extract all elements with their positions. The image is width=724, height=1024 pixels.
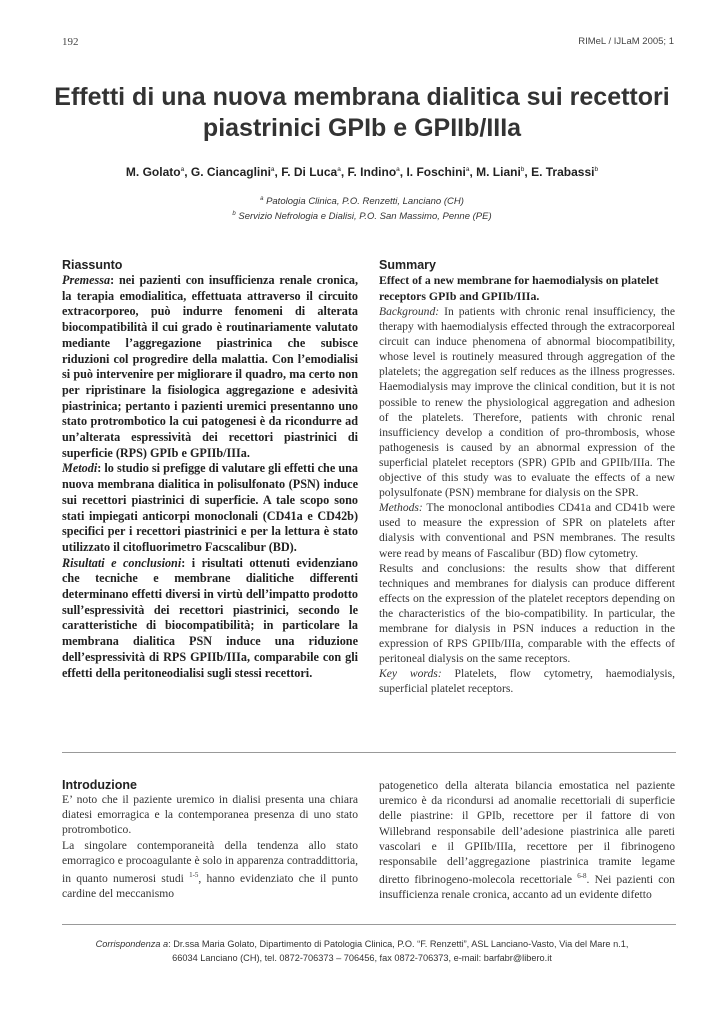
summary-paragraph-label: Background:: [379, 305, 440, 318]
author-affiliation-mark: a: [396, 166, 400, 173]
riassunto-paragraph: [62, 461, 358, 555]
riassunto-body: [62, 273, 358, 681]
author-name: M. Golato: [125, 165, 181, 179]
author-affiliation-mark: b: [520, 166, 525, 173]
introduzione-heading: Introduzione: [62, 778, 137, 792]
journal-reference: RIMeL / IJLaM 2005; 1: [578, 36, 674, 47]
summary-heading: Summary: [379, 258, 436, 272]
correspondence-label: Corrispondenza a: [95, 939, 169, 949]
summary-paragraph-text: In patients with chronic renal insufficiency, the therapy with haemodialysis effected through the extracorporeal circuit can induce phenomena of abnormal biocompatibility, whose level is routinely measured through aggregation of the platelets; the aggregation self reduces as the illness progresses. Haemodialysis may improve the clinical condition, but it is not possible to renew the physiological aggregation and adhesion of the platelets. Therefore, patients with chronic renal insufficiency develop a condition of pro-thrombosis, whose pathogenesis is caused by an abnormal expression of the superficial platelet receptors (SPR) GPIb and GPIIb/IIIa. The objective of this study was to evaluate the effects of a new polysulfonate (PSN) membrane for dialysis on the SPR.: [379, 305, 675, 500]
author-name: I. Foschini: [406, 165, 466, 179]
author-name: G. Ciancaglini: [190, 165, 271, 179]
affiliation-list: [40, 193, 684, 223]
riassunto-heading: Riassunto: [62, 258, 123, 272]
article-title: Effetti di una nuova membrana dialitica sui recettori piastrinici GPIb e GPIIb/IIIa: [54, 83, 670, 142]
riassunto-paragraph: [62, 273, 358, 461]
summary-paragraph-label: Methods:: [379, 501, 423, 515]
riassunto-section: [62, 258, 358, 681]
introduzione-paragraph: [379, 778, 675, 902]
author-name: E. Trabassi: [531, 165, 595, 179]
introduzione-right-column: [379, 778, 675, 902]
riassunto-paragraph-text: : lo studio si prefigge di valutare gli effetti che una nuova membrana dialitica in polisulfonato (PSN) induce sui recettori piastrinici di superficie. A tale scopo sono stati impiegati anticorpi monoclonali (CD41a e CD42b) specifici per i recettori piastrinici e per la lettura è stato utilizzato il citofluorimetro Facscalibur (BD).: [62, 461, 358, 554]
section-divider: [62, 752, 676, 753]
riassunto-paragraph: [62, 556, 358, 682]
introduzione-right-body: [379, 778, 675, 902]
summary-section: [379, 258, 675, 696]
introduzione-paragraph: [62, 792, 358, 838]
introduzione-left-column: [62, 778, 358, 901]
correspondence-line-2: 66034 Lanciano (CH), tel. 0872-706373 – 706456, fax 0872-706373, e-mail: barfabr@libero.it: [172, 952, 552, 963]
riassunto-paragraph-text: : nei pazienti con insufficienza renale cronica, la terapia emodialitica, effettuata attraverso il circuito extracorporeo, può indurre fenomeni di alterata biocompatibilità il cui grado è routinariamente valutato mediante l’aggregazione piastrinica che subisce riduzioni col progredire della malattia. Con l’emodialisi si può intervenire per migliorare il quadro, ma certo non per ripristinare la fisiologica aggregazione e adesività piastrinica; pertanto i pazienti uremici presentanno uno stato protrombotico la cui patogenesi è da ricondurre ad un’alterata espressività dei recettori piastrinici di superficie (RPS) GPIb e GPIIb/IIIa.: [62, 273, 358, 460]
riassunto-paragraph-text: : i risultati ottenuti evidenziano che tecniche e membrane dialitiche differenti determinano effetti diversi in virtù dell’impatto prodotto sull’espressività dei recettori piastrinici, secondo le caratteristiche di biocompatibilità; in particolare la membrana dialitica PSN induce una riduzione dell’espressività di RPS GPIIb/IIIa, comparabile con gli effetti della peritoneodialisi sugli stessi recettori.: [62, 555, 359, 680]
affiliation-mark: a: [260, 196, 264, 202]
summary-paragraph-label: Key words:: [379, 667, 442, 681]
author-list: M. Golato$^a$, G. Ciancaglini$^a$, F. Di Luca$^a$, F. Indino$^a$, I. Foschini$^a$, M. Liani$^b$, E. Trabassi$^b$: [125, 165, 599, 179]
affiliation-text: Servizio Nefrologia e Dialisi, P.O. San Massimo, Penne (PE): [238, 211, 492, 223]
affiliation-mark: b: [232, 211, 236, 218]
riassunto-paragraph-label: Risultati e conclusioni: [62, 555, 182, 570]
footer-divider: [62, 924, 676, 925]
author-name: F. Indino: [347, 165, 397, 179]
summary-paragraph: [379, 500, 675, 560]
author-affiliation-mark: a: [337, 166, 341, 173]
affiliation-line: [40, 193, 684, 208]
author-affiliation-mark: a: [180, 166, 185, 173]
summary-title: Effect of a new membrane for haemodialysis on platelet receptors GPIb and GPIIb/IIIa.: [379, 273, 659, 303]
summary-paragraph-text: Platelets, flow cytometry, haemodialysis, superficial platelet receptors.: [379, 667, 675, 696]
summary-paragraph-text: Results and conclusions: the results show that different techniques and membranes for dialysis can produce different effects on the expression of the platelet receptors depending on the characteristics of the bio-compatibility. In particular, the membrane for dialysis in PSN induces a reduction in the expression of RPS GPIIb/IIIa, comparable with the effects of peritoneal dialysis on the same receptors.: [379, 561, 675, 666]
introduzione-paragraph-text: La singolare contemporaneità della tendenza allo stato emorragico e procoagulante è solo in apparenza contraddittoria, in quanto numerosi studi: [62, 838, 358, 885]
introduzione-paragraph: [62, 838, 358, 902]
author-name: F. Di Luca: [281, 165, 338, 179]
introduzione-paragraph-text: , hanno evidenziato che il punto cardine del meccanismo: [62, 871, 358, 901]
introduzione-paragraph-text: E’ noto che il paziente uremico in dialisi presenta una chiara diatesi emorragica e la contemporanea presenza di uno stato protrombotico.: [62, 793, 358, 837]
author-affiliation-mark: b: [594, 166, 599, 173]
citation-mark: 1-5: [189, 871, 199, 880]
summary-paragraph: [379, 561, 675, 667]
summary-paragraph: [379, 304, 675, 500]
author-affiliation-mark: a: [465, 166, 470, 173]
introduzione-paragraph-text: . Nei pazienti con insufficienza renale cronica, accanto ad un evidente difetto: [379, 873, 675, 902]
introduzione-left-body: [62, 792, 358, 901]
citation-mark: 6-8: [577, 872, 587, 881]
summary-paragraph: [379, 666, 675, 696]
page-number: 192: [62, 36, 79, 48]
affiliation-text: Patologia Clinica, P.O. Renzetti, Lanciano (CH): [266, 196, 464, 208]
summary-paragraph-text: The monoclonal antibodies CD41a and CD41b were used to measure the expression of SPR on platelets after dialysis with conventional and PSN membranes. The results were read by means of Fascalibur (BD) flow cytometry.: [379, 501, 675, 560]
correspondence-line-1: : Dr.ssa Maria Golato, Dipartimento di Patologia Clinica, P.O. “F. Renzetti”, ASL Lanciano-Vasto, Via del Mare n.1,: [168, 939, 629, 949]
correspondence-note: [50, 938, 674, 965]
author-affiliation-mark: a: [270, 166, 275, 173]
riassunto-paragraph-label: Metodi: [62, 461, 98, 476]
introduzione-paragraph-text: patogenetico della alterata bilancia emostatica nel paziente uremico è da ricondursi ad anomalie recettoriali di superficie delle piastrine: il GPIb, recettore per il fattore di von Willebrand responsabile dell’adesione piastrinica alle pareti vascolari e il GPIIb/IIIa, recettore per il fibrinogeno responsabile dell’aggregazione piastrinica tramite legame diretto fibrinogeno-molecola recettoriale: [379, 779, 675, 887]
author-name: M. Liani: [476, 165, 521, 179]
riassunto-paragraph-label: Premessa: [62, 273, 111, 287]
affiliation-line: [40, 208, 684, 223]
summary-body: [379, 304, 675, 696]
